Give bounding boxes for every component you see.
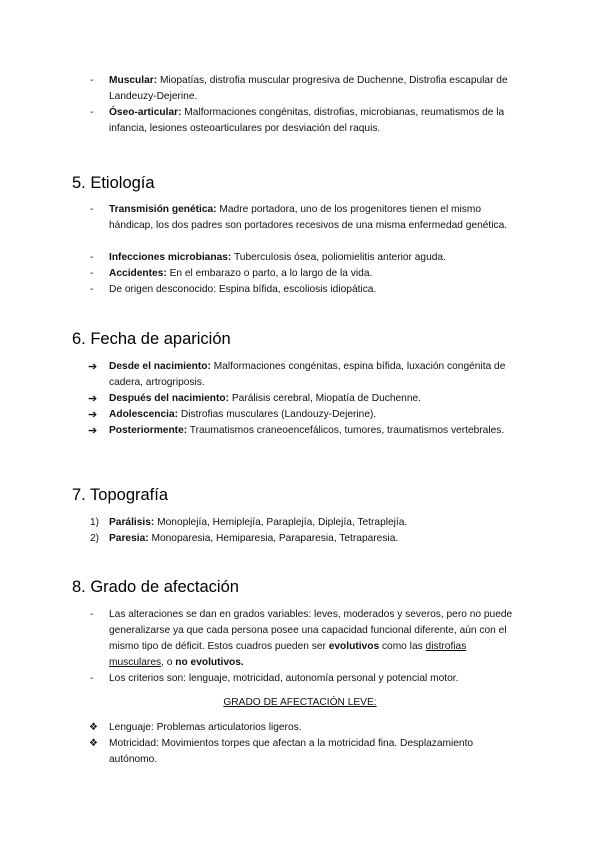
item-text: En el embarazo o parto, a lo largo de la vida. (166, 268, 373, 279)
item-label: Después del nacimiento: (109, 393, 230, 404)
item-text: De origen desconocido: Espina bífida, escoliosis idiopática. (109, 284, 377, 295)
item-text: Traumatismos craneoencefálicos, tumores, traumatismos vertebrales. (187, 425, 505, 436)
list-item (0, 531, 600, 547)
item-label: Parálisis: (109, 517, 155, 528)
number-bullet: 1) (90, 517, 100, 528)
item-text: Lenguaje: Problemas articulatorios ligeros. (109, 722, 302, 733)
paragraph-text: Los criterios son: lenguaje, motricidad, autonomía personal y potencial motor. (109, 673, 459, 684)
item-text: Miopatías, distrofia muscular progresiva de Duchenne, Distrofia escapular de Landeuzy-Dejerine. (109, 75, 508, 102)
dash-bullet: - (90, 204, 94, 215)
diamond-bullet-icon: ❖ (89, 738, 98, 749)
item-text: Distrofias musculares (Landouzy-Dejerine). (178, 409, 377, 420)
dash-bullet: - (90, 609, 94, 620)
item-text: Monoparesia, Hemiparesia, Paraparesia, Tetraparesia. (148, 533, 399, 544)
item-text: Malformaciones congénitas, espina bífida, luxación congénita de cadera, artrogriposis. (109, 361, 506, 388)
paragraph-text: como las (379, 641, 426, 652)
item-label: Accidentes: (109, 268, 167, 279)
item-label: Adolescencia: (109, 409, 179, 420)
arrow-bullet-icon: ➔ (88, 409, 98, 421)
arrow-bullet-icon: ➔ (88, 361, 98, 373)
item-label: Muscular: (109, 75, 158, 86)
bold-term: no evolutivos. (175, 657, 244, 668)
list-item (0, 720, 600, 736)
item-label: Transmisión genética: (109, 204, 217, 215)
diamond-bullet-icon: ❖ (89, 722, 98, 733)
list-item (0, 423, 600, 455)
list-item (0, 671, 600, 687)
etiologia-list (0, 202, 600, 298)
dash-bullet: - (90, 284, 94, 295)
list-item (0, 282, 600, 298)
item-text: Malformaciones congénitas, distrofias, microbianas, reumatismos de la infancia, lesiones osteoarticulares por desviación del raquis. (109, 107, 505, 134)
item-text: Madre portadora, uno de los progenitores tienen el mismo hándicap, los dos padres son portadores recesivos de una misma enfermedad genética. (109, 204, 508, 231)
dash-bullet: - (90, 268, 94, 279)
section-heading-fecha-aparicion: 6. Fecha de aparición (72, 330, 231, 348)
item-text: Tuberculosis ósea, poliomielitis anterior aguda. (231, 252, 446, 263)
dash-bullet: - (90, 107, 94, 118)
bold-term: evolutivos (328, 641, 380, 652)
item-label: Paresia: (109, 533, 149, 544)
item-text: Parálisis cerebral, Miopatía de Duchenne. (229, 393, 421, 404)
arrow-bullet-icon: ➔ (88, 425, 98, 437)
dash-bullet: - (90, 75, 94, 86)
arrow-bullet-icon: ➔ (88, 393, 98, 405)
list-item (0, 391, 600, 407)
list-item (0, 607, 600, 671)
item-label: Desde el nacimiento: (109, 361, 211, 372)
section-heading-topografia: 7. Topografía (72, 486, 169, 504)
list-item (0, 105, 600, 137)
list-item (0, 407, 600, 423)
section-heading-grado-afectacion: 8. Grado de afectación (72, 578, 239, 596)
intro-list (0, 73, 600, 137)
dash-bullet: - (90, 252, 94, 263)
underlined-term: distrofias musculares (109, 641, 467, 668)
item-label: Posteriormente: (109, 425, 188, 436)
list-item (0, 359, 600, 391)
paragraph-text: Las alteraciones se dan en grados variables: leves, moderados y severos, pero no puede generalizarse ya que cada persona posee una capacidad funcional diferente, aún con el mismo tipo de déficit. Estos cuadros pueden ser (109, 609, 513, 652)
grado-leve-list (0, 720, 600, 768)
list-item (0, 515, 600, 531)
grado-afectacion-list (0, 607, 600, 687)
list-item (0, 266, 600, 282)
subheading-grado-leve: GRADO DE AFECTACIÓN LEVE: (223, 697, 377, 708)
topografia-list (0, 515, 600, 547)
paragraph-text: , o (161, 657, 176, 668)
item-text: Motricidad: Movimientos torpes que afectan a la motricidad fina. Desplazamiento autónomo. (109, 738, 474, 765)
list-item (0, 73, 600, 105)
section-heading-etiologia: 5. Etiología (72, 174, 155, 192)
item-label: Infecciones microbianas: (109, 252, 232, 263)
dash-bullet: - (90, 673, 94, 684)
number-bullet: 2) (90, 533, 100, 544)
item-label: Óseo-articular: (109, 107, 182, 118)
list-item (0, 736, 600, 768)
fecha-aparicion-list (0, 359, 600, 455)
item-text: Monoplejía, Hemiplejía, Paraplejía, Diplejía, Tetraplejía. (154, 517, 408, 528)
list-item (0, 202, 600, 250)
list-item (0, 250, 600, 266)
